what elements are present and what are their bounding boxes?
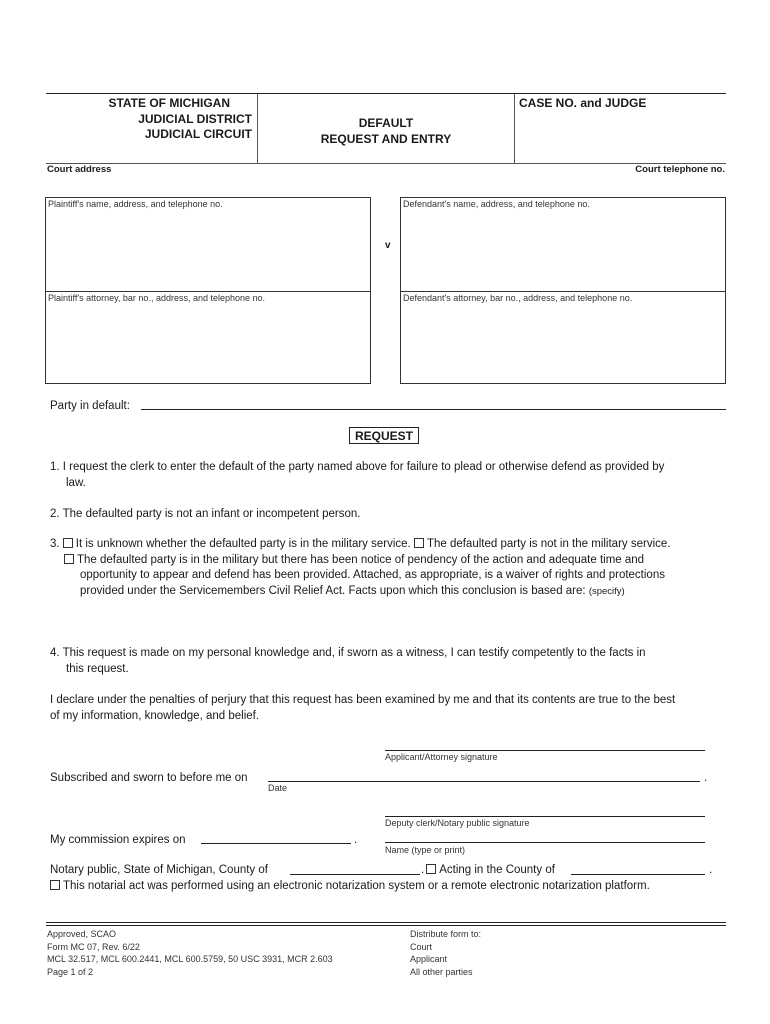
deputy-signature-field[interactable] — [385, 816, 705, 817]
caption-header — [46, 93, 726, 164]
header-bottom-rule — [46, 163, 726, 164]
form-number: Form MC 07, Rev. 6/22 — [47, 941, 140, 952]
defendant-attorney-box[interactable] — [400, 291, 726, 384]
subscribed-date-field[interactable] — [268, 781, 700, 782]
item-3-number: 3. — [50, 538, 60, 550]
electronic-notarization — [50, 879, 650, 895]
header-divider — [514, 94, 515, 164]
unknown-military-checkbox[interactable] — [63, 538, 73, 548]
acting-county-field[interactable] — [571, 874, 705, 875]
defendant-attorney-label: Defendant's attorney, bar no., address, and telephone no. — [403, 293, 633, 303]
judicial-district: JUDICIAL DISTRICT — [138, 111, 252, 126]
item-3-option1: It is unknown whether the defaulted party is in the military service. — [75, 538, 411, 550]
distribute-others: All other parties — [410, 966, 473, 977]
court-name-block — [46, 96, 252, 143]
in-military-checkbox[interactable] — [64, 554, 74, 564]
period: . — [704, 772, 708, 784]
commission-label: My commission expires on — [50, 834, 186, 846]
notary-name-field[interactable] — [385, 842, 705, 843]
specify-label: (specify) — [588, 585, 625, 597]
distribution-list — [410, 928, 481, 978]
deputy-signature-label: Deputy clerk/Notary public signature — [385, 818, 530, 828]
item-4-line1: 4. This request is made on my personal knowledge and, if sworn as a witness, I can testify competently to the facts in — [50, 647, 646, 659]
state-name: STATE OF MICHIGAN — [108, 96, 230, 110]
form-title-line1: DEFAULT — [358, 116, 414, 130]
acting-county-checkbox[interactable] — [426, 864, 436, 874]
footer-rule — [46, 925, 726, 926]
item-1 — [50, 460, 664, 491]
subscribed-label: Subscribed and sworn to before me on — [50, 772, 248, 784]
defendant-box[interactable] — [400, 197, 726, 292]
defendant-label: Defendant's name, address, and telephone no. — [403, 199, 590, 209]
distribute-court: Court — [410, 941, 433, 952]
date-label: Date — [268, 783, 288, 793]
plaintiff-box[interactable] — [45, 197, 371, 292]
electronic-notarization-label: This notarial act was performed using an electronic notarization system or a remote electronic notarization platform. — [63, 880, 650, 892]
plaintiff-attorney-label: Plaintiff's attorney, bar no., address, and telephone no. — [48, 293, 266, 303]
declaration-line1: I declare under the penalties of perjury that this request has been examined by me and that its contents are true to the best — [50, 694, 676, 706]
party-in-default-label: Party in default: — [50, 400, 130, 412]
party-in-default-field[interactable] — [141, 409, 726, 410]
statutes: MCL 32.517, MCL 600.2441, MCL 600.5759, 50 USC 3931, MCR 2.603 — [47, 954, 333, 964]
form-title-line2: REQUEST AND ENTRY — [320, 131, 452, 146]
commission-date-field[interactable] — [201, 843, 351, 844]
footer-info — [47, 928, 333, 978]
item-3-option3-line3: provided under the Servicemembers Civil Relief Act. Facts upon which this conclusion is based are: — [80, 584, 586, 597]
military-facts-field[interactable] — [78, 600, 726, 638]
period: . — [354, 834, 358, 846]
name-type-label: Name (type or print) — [385, 845, 466, 855]
electronic-notarization-checkbox[interactable] — [50, 880, 60, 890]
period: . — [709, 864, 713, 876]
item-3-option3-line1: The defaulted party is in the military but there has been notice of pendency of the action and adequate time and — [77, 553, 645, 566]
plaintiff-attorney-box[interactable] — [45, 291, 371, 384]
item-2: 2. The defaulted party is not an infant or incompetent person. — [50, 508, 361, 520]
item-4-line2: this request. — [66, 662, 129, 675]
item-3 — [50, 537, 740, 599]
item-1-line1: 1. I request the clerk to enter the default of the party named above for failure to plead or otherwise defend as provided by — [50, 461, 665, 473]
page-number: Page 1 of 2 — [47, 966, 94, 977]
distribute-applicant: Applicant — [410, 954, 448, 964]
form-title — [258, 116, 514, 147]
court-telephone-label: Court telephone no. — [635, 164, 725, 175]
approved-label: Approved, SCAO — [47, 929, 117, 939]
notary-county-field[interactable] — [290, 874, 420, 875]
not-military-checkbox[interactable] — [414, 538, 424, 548]
item-3-option3-line2: opportunity to appear and defend has been provided. Attached, as appropriate, is a waiver of rights and protections — [80, 569, 665, 581]
footer-rule — [46, 922, 726, 923]
versus-label: v — [385, 240, 391, 251]
judicial-circuit: JUDICIAL CIRCUIT — [144, 127, 252, 141]
plaintiff-label: Plaintiff's name, address, and telephone no. — [48, 199, 223, 209]
item-3-option2: The defaulted party is not in the military service. — [426, 538, 671, 550]
item-4 — [50, 646, 646, 677]
applicant-signature-field[interactable] — [385, 750, 705, 751]
request-heading: REQUEST — [349, 427, 419, 444]
court-address-label: Court address — [47, 164, 112, 175]
notary-county-label: Notary public, State of Michigan, County of — [50, 864, 268, 876]
acting-county: . Acting in the County of — [421, 864, 555, 876]
applicant-signature-label: Applicant/Attorney signature — [385, 752, 498, 762]
acting-county-label: Acting in the County of — [439, 864, 555, 876]
distribute-label: Distribute form to: — [410, 929, 482, 939]
item-1-line2: law. — [66, 476, 86, 489]
case-no-label: CASE NO. and JUDGE — [519, 96, 647, 110]
declaration-line2: of my information, knowledge, and belief. — [50, 709, 260, 722]
declaration — [50, 693, 675, 724]
